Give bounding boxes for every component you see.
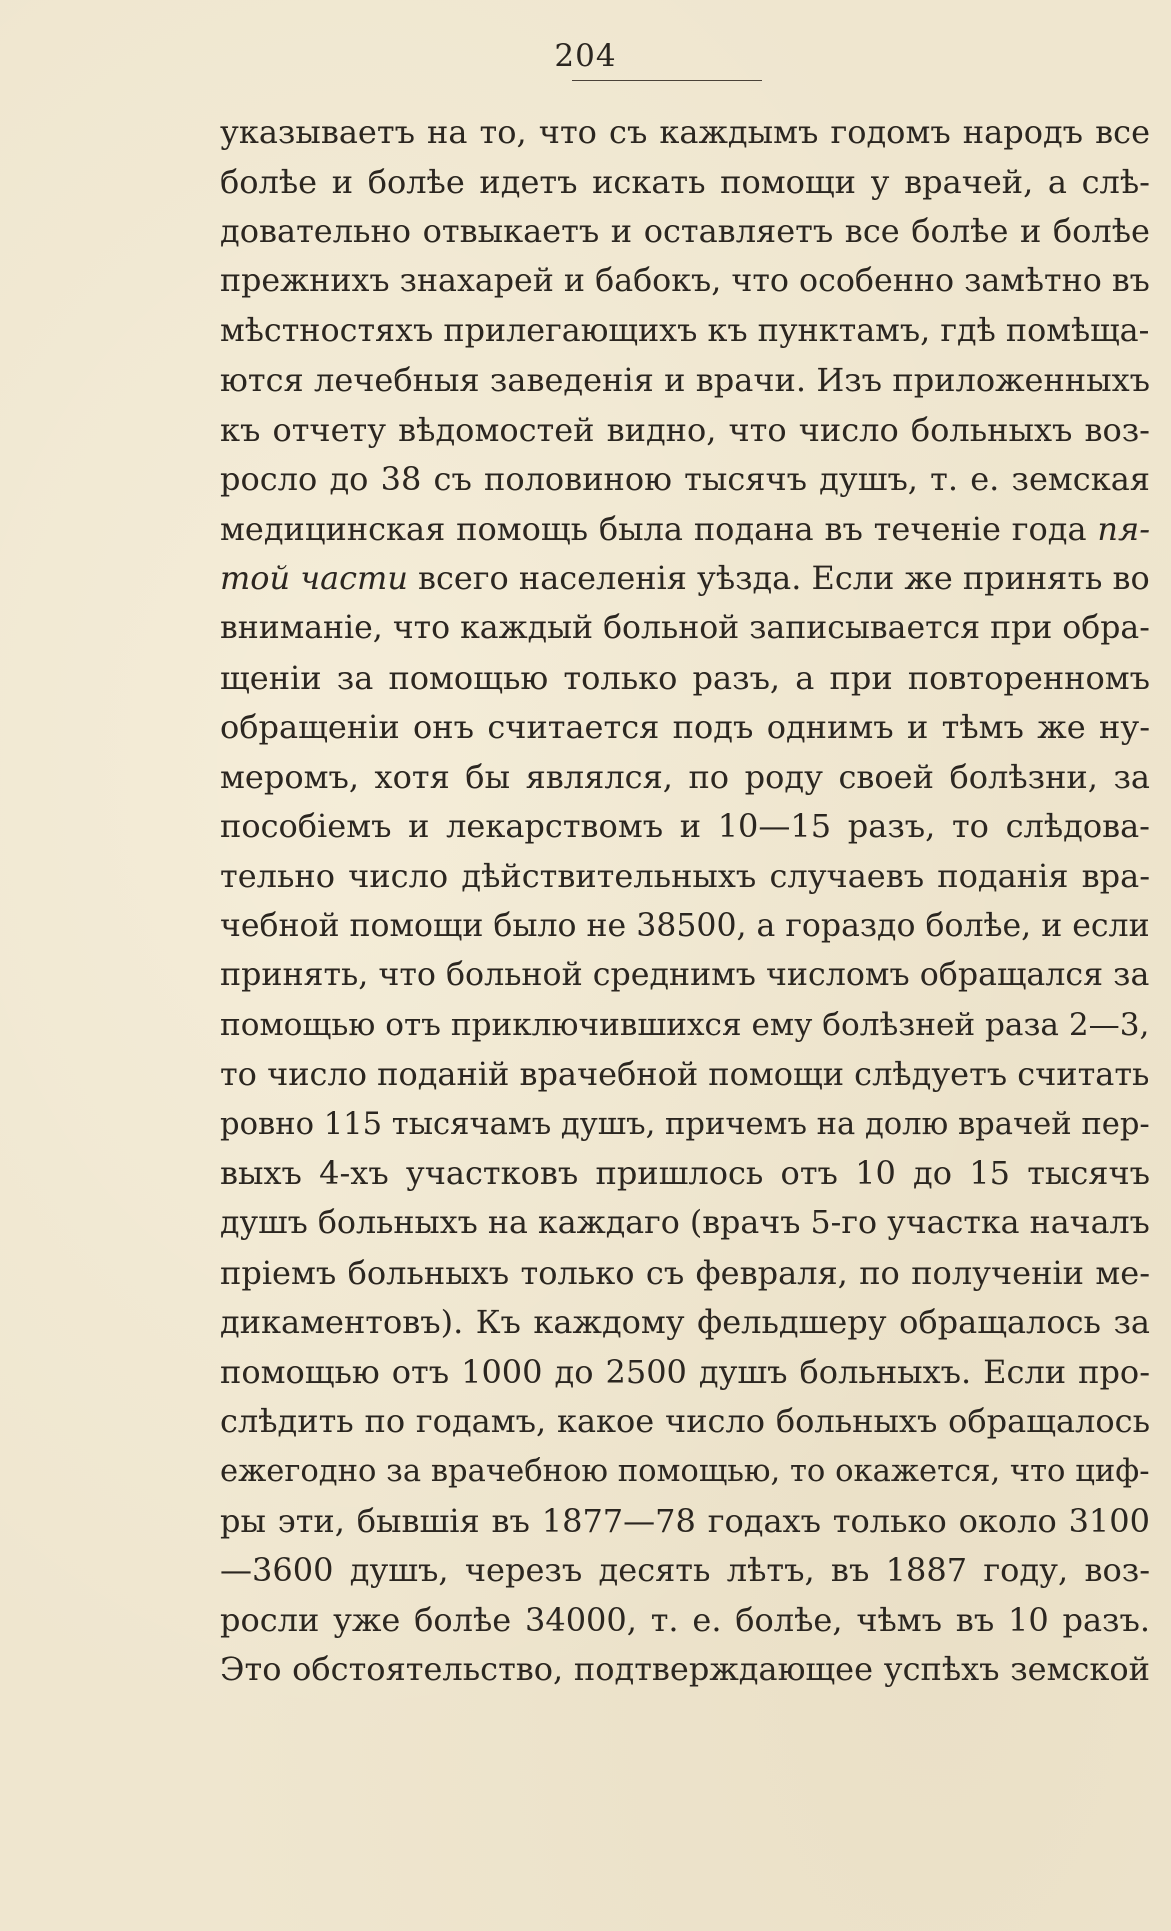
- text-line: вниманіе, что каждый больной записывается при обра-: [220, 609, 1150, 646]
- text-line: той части всего населенія уѣзда. Если же принять во: [220, 559, 1150, 598]
- text-line: душъ больныхъ на каждаго (врачъ 5-го участка началъ: [220, 1205, 1150, 1242]
- text-line: тельно число дѣйствительныхъ случаевъ поданія вра-: [220, 856, 1150, 895]
- text-line: ются лечебныя заведенія и врачи. Изъ приложенныхъ: [220, 360, 1150, 399]
- page-number-rule: [572, 80, 762, 81]
- body-text: [220, 108, 1150, 1695]
- text-line: Это обстоятельство, подтверждающее успѣхъ земской: [220, 1650, 1150, 1689]
- text-line: то число поданій врачебной помощи слѣдуетъ считать: [220, 1055, 1150, 1094]
- text-line: прежнихъ знахарей и бабокъ, что особенно замѣтно въ: [220, 262, 1150, 299]
- italic-emphasis: пя-: [1097, 509, 1150, 548]
- text-line: щеніи за помощью только разъ, а при повторенномъ: [220, 658, 1150, 697]
- text-line: пособіемъ и лекарствомъ и 10—15 разъ, то слѣдова-: [220, 807, 1150, 846]
- text-line: ры эти, бывшія въ 1877—78 годахъ только около 3100: [220, 1501, 1150, 1540]
- text-line: ровно 115 тысячамъ душъ, причемъ на долю врачей пер-: [220, 1106, 1150, 1142]
- text-line: —3600 душъ, черезъ десять лѣтъ, въ 1887 году, воз-: [220, 1551, 1150, 1590]
- text-line: къ отчету вѣдомостей видно, что число больныхъ воз-: [220, 410, 1150, 449]
- text-line: росло до 38 съ половиною тысячъ душъ, т. е. земская: [220, 460, 1150, 499]
- text-line: медицинская помощь была подана въ теченіе года пя-: [220, 509, 1150, 548]
- text-line: меромъ, хотя бы являлся, по роду своей болѣзни, за: [220, 757, 1150, 796]
- text-line: помощью отъ приключившихся ему болѣзней раза 2—3,: [220, 1006, 1150, 1043]
- text-line: слѣдить по годамъ, какое число больныхъ обращалось: [220, 1402, 1150, 1441]
- text-line: обращеніи онъ считается подъ однимъ и тѣмъ же ну-: [220, 708, 1150, 747]
- italic-emphasis: той части: [220, 559, 408, 598]
- text-line: выхъ 4-хъ участковъ пришлось отъ 10 до 15 тысячъ: [220, 1154, 1150, 1193]
- text-line: принять, что больной среднимъ числомъ обращался за: [220, 957, 1150, 994]
- text-line: довательно отвыкаетъ и оставляетъ все болѣе и болѣе: [220, 212, 1150, 251]
- text-line: росли уже болѣе 34000, т. е. болѣе, чѣмъ въ 10 разъ.: [220, 1600, 1150, 1639]
- text-line: дикаментовъ). Къ каждому фельдшеру обращалось за: [220, 1303, 1150, 1342]
- text-line: пріемъ больныхъ только съ февраля, по полученіи ме-: [220, 1253, 1150, 1292]
- text-line: болѣе и болѣе идетъ искать помощи у врачей, а слѣ-: [220, 162, 1150, 201]
- text-line: ежегодно за врачебною помощью, то окажется, что циф-: [220, 1454, 1150, 1490]
- text-line: помощью отъ 1000 до 2500 душъ больныхъ. Если про-: [220, 1352, 1150, 1391]
- page-number: 204: [554, 38, 617, 74]
- text-line: чебной помощи было не 38500, а гораздо болѣе, и если: [220, 907, 1150, 944]
- text-line: мѣстностяхъ прилегающихъ къ пунктамъ, гдѣ помѣща-: [220, 311, 1150, 350]
- text-line: указываетъ на то, что съ каждымъ годомъ народъ все: [220, 113, 1150, 151]
